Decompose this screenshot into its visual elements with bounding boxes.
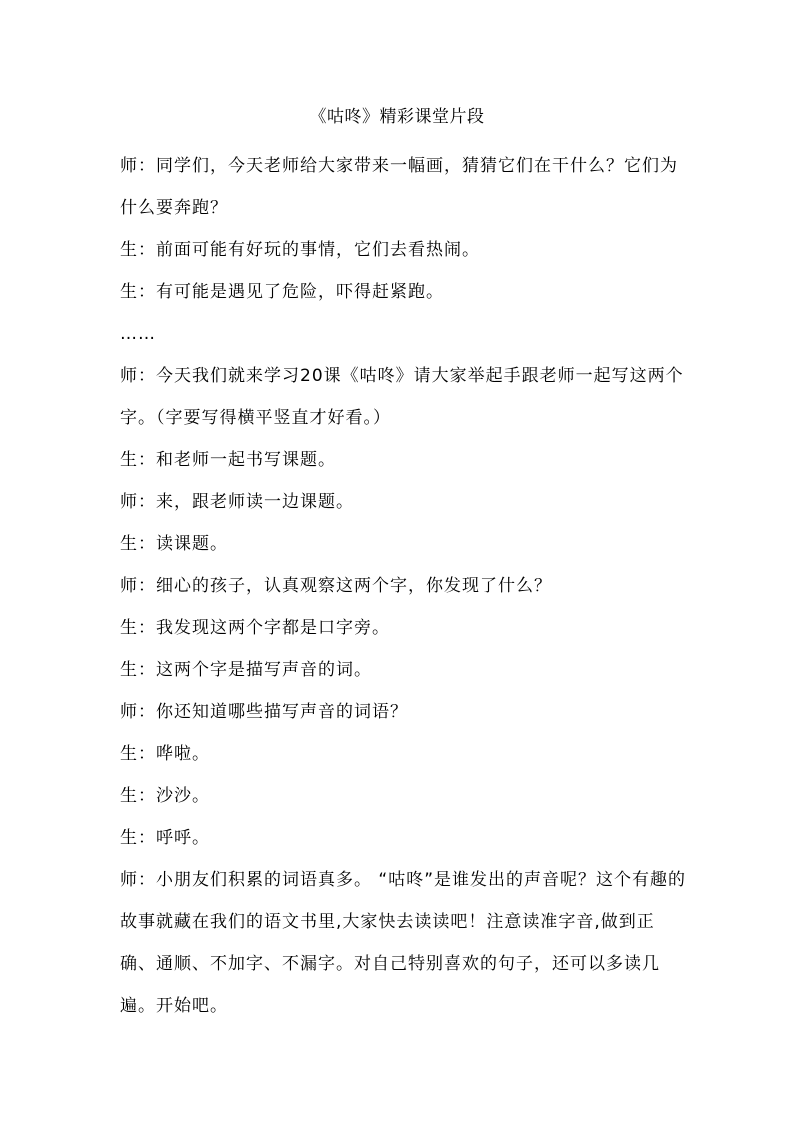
document-body bbox=[120, 145, 690, 1027]
paragraph-teacher-question: 师：细心的孩子，认真观察这两个字，你发现了什么？ bbox=[120, 576, 552, 596]
paragraph-student-answer: 生：和老师一起书写课题。 bbox=[120, 450, 336, 470]
paragraph-teacher-read: 师：来，跟老师读一边课题。 bbox=[120, 492, 354, 512]
paragraph-student-answer: 生：前面可能有好玩的事情，它们去看热闹。 bbox=[120, 240, 480, 260]
paragraph-teacher-question: 师：你还知道哪些描写声音的词语？ bbox=[120, 702, 408, 722]
paragraph-student-answer: 生：呼呼。 bbox=[120, 828, 210, 848]
paragraph-student-answer: 生：我发现这两个字都是口字旁。 bbox=[120, 618, 390, 638]
paragraph-student-answer: 生：沙沙。 bbox=[120, 786, 210, 806]
paragraph-student-answer: 生：哗啦。 bbox=[120, 744, 210, 764]
paragraph-student-answer: 生：有可能是遇见了危险，吓得赶紧跑。 bbox=[120, 282, 444, 302]
paragraph-teacher-closing: 师：小朋友们积累的词语真多。 “咕咚”是谁发出的声音呢？这个有趣的故事就藏在我们的语文书里,大家快去读读吧！注意读准字音,做到正确、通顺、不加字、不漏字。对自己特别喜欢的句子，还可以多读几遍。开始吧。 bbox=[120, 870, 687, 1016]
paragraph-teacher-lesson: 师：今天我们就来学习20课《咕咚》请大家举起手跟老师一起写这两个字。（字要写得横平竖直才好看。） bbox=[120, 366, 684, 428]
paragraph-teacher-intro: 师：同学们，今天老师给大家带来一幅画，猜猜它们在干什么？它们为什么要奔跑？ bbox=[120, 156, 678, 218]
document-title: 《咕咚》精彩课堂片段 bbox=[309, 107, 485, 127]
paragraph-student-answer: 生：这两个字是描写声音的词。 bbox=[120, 660, 372, 680]
paragraph-student-answer: 生：读课题。 bbox=[120, 534, 228, 554]
paragraph-ellipsis: …… bbox=[120, 324, 156, 344]
